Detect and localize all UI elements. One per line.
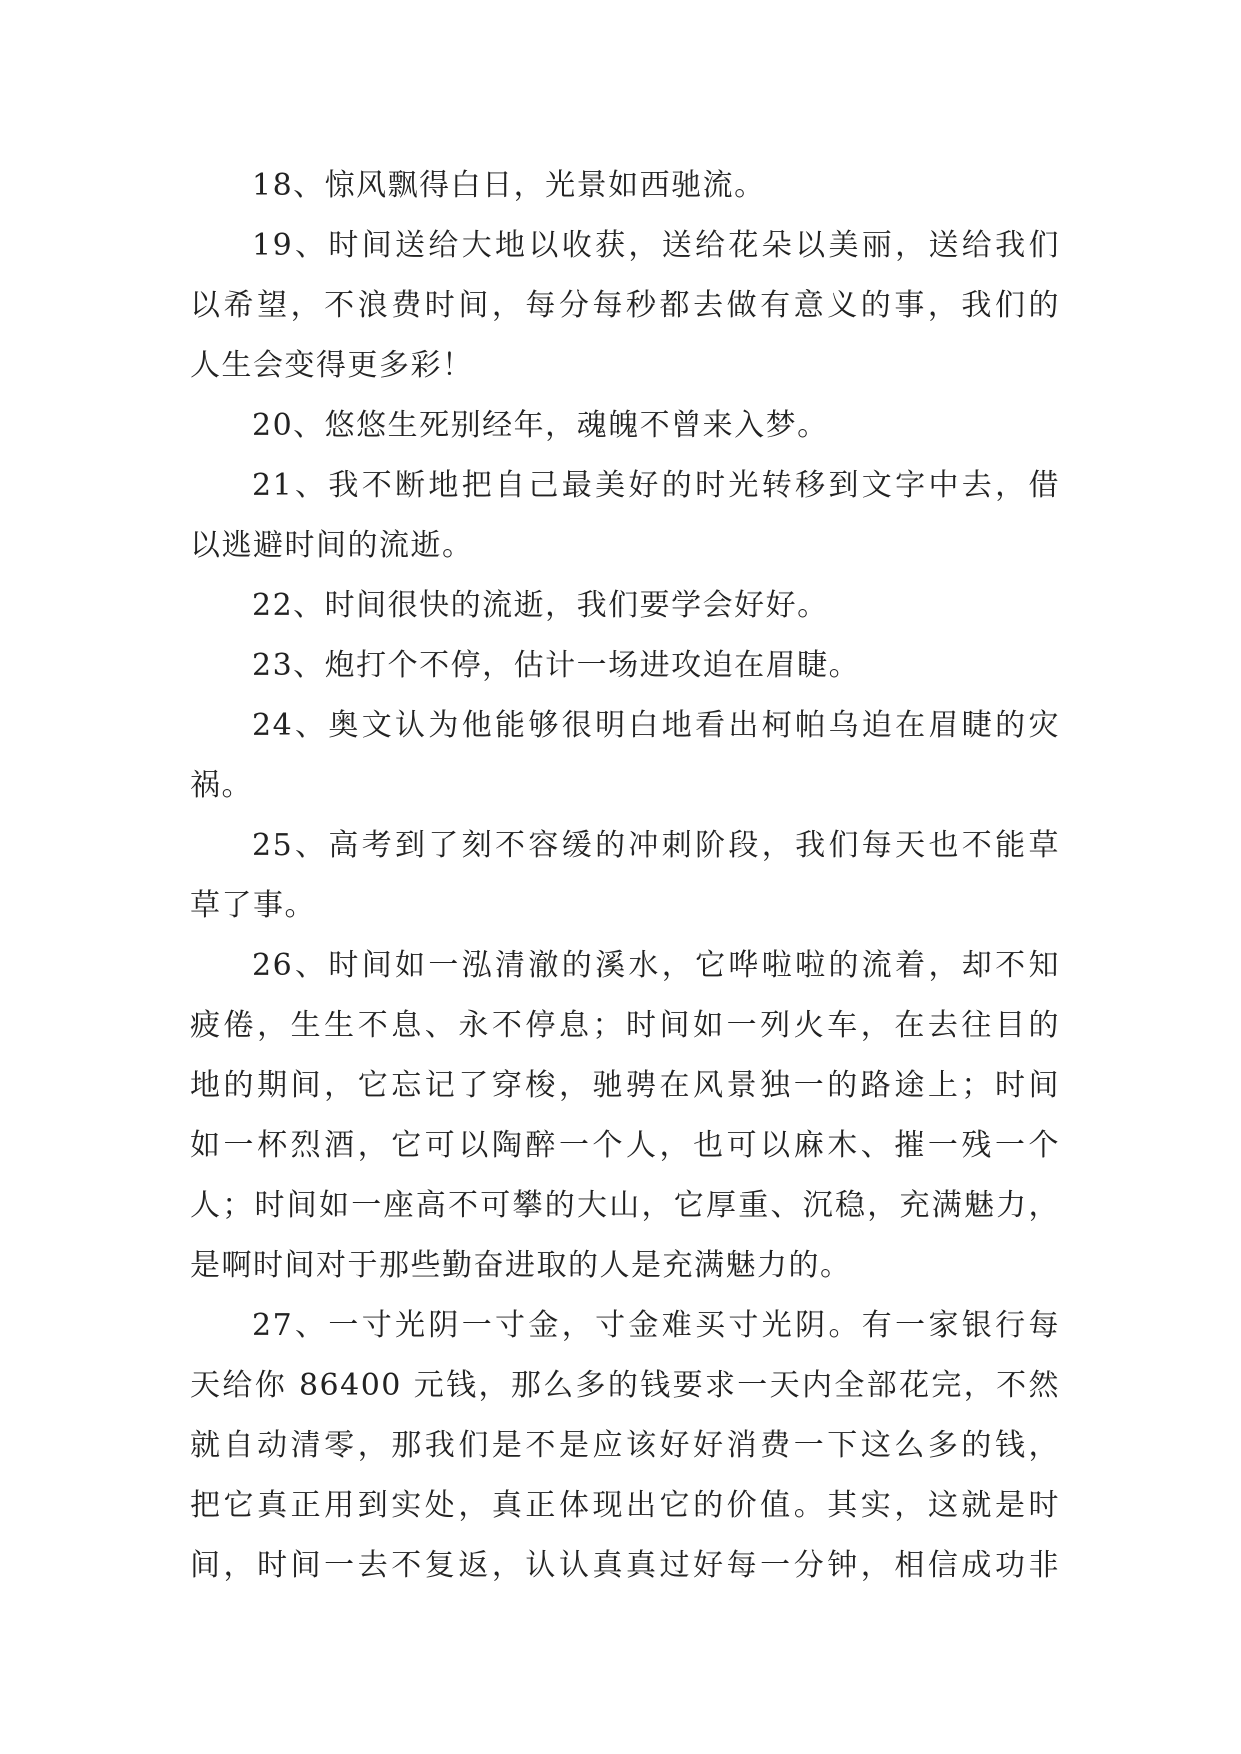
- paragraph-26-line-5: 人；时间如一座高不可攀的大山，它厚重、沉稳，充满魅力，: [190, 1188, 1060, 1223]
- paragraph-21-line-2: 以逃避时间的流逝。: [190, 528, 474, 563]
- paragraph-19-line-1: 19、时间送给大地以收获，送给花朵以美丽，送给我们: [252, 228, 1060, 263]
- paragraph-26-line-3: 地的期间，它忘记了穿梭，驰骋在风景独一的路途上；时间: [190, 1068, 1060, 1103]
- paragraph-22-line-1: 22、时间很快的流逝，我们要学会好好。: [252, 588, 829, 623]
- paragraph-26-line-2: 疲倦，生生不息、永不停息；时间如一列火车，在去往目的: [190, 1008, 1060, 1043]
- paragraph-27-line-1: 27、一寸光阴一寸金，寸金难买寸光阴。有一家银行每: [252, 1308, 1060, 1343]
- paragraph-18-line-1: 18、惊风飘得白日，光景如西驰流。: [252, 168, 766, 203]
- paragraph-24-line-2: 祸。: [190, 768, 253, 803]
- paragraph-23-line-1: 23、炮打个不停，估计一场进攻迫在眉睫。: [252, 648, 861, 683]
- paragraph-26-line-4: 如一杯烈酒，它可以陶醉一个人，也可以麻木、摧一残一个: [190, 1128, 1060, 1163]
- paragraph-25-line-1: 25、高考到了刻不容缓的冲刺阶段，我们每天也不能草: [252, 828, 1060, 863]
- document-body: [190, 156, 1060, 1596]
- paragraph-27-line-4: 把它真正用到实处，真正体现出它的价值。其实，这就是时: [190, 1488, 1060, 1523]
- paragraph-26-line-1: 26、时间如一泓清澈的溪水，它哗啦啦的流着，却不知: [252, 948, 1060, 983]
- paragraph-24-line-1: 24、奥文认为他能够很明白地看出柯帕乌迫在眉睫的灾: [252, 708, 1060, 743]
- paragraph-26-line-6: 是啊时间对于那些勤奋进取的人是充满魅力的。: [190, 1248, 852, 1283]
- paragraph-27-line-5: 间，时间一去不复返，认认真真过好每一分钟，相信成功非: [190, 1548, 1060, 1583]
- paragraph-27-line-3: 就自动清零，那我们是不是应该好好消费一下这么多的钱，: [190, 1428, 1060, 1463]
- paragraph-21-line-1: 21、我不断地把自己最美好的时光转移到文字中去，借: [252, 468, 1060, 503]
- paragraph-20-line-1: 20、悠悠生死别经年，魂魄不曾来入梦。: [252, 408, 829, 443]
- paragraph-19-line-2: 以希望，不浪费时间，每分每秒都去做有意义的事，我们的: [190, 288, 1060, 323]
- paragraph-27-line-2: 天给你 86400 元钱，那么多的钱要求一天内全部花完，不然: [190, 1368, 1060, 1403]
- paragraph-19-line-3: 人生会变得更多彩！: [190, 348, 474, 383]
- paragraph-25-line-2: 草了事。: [190, 888, 316, 923]
